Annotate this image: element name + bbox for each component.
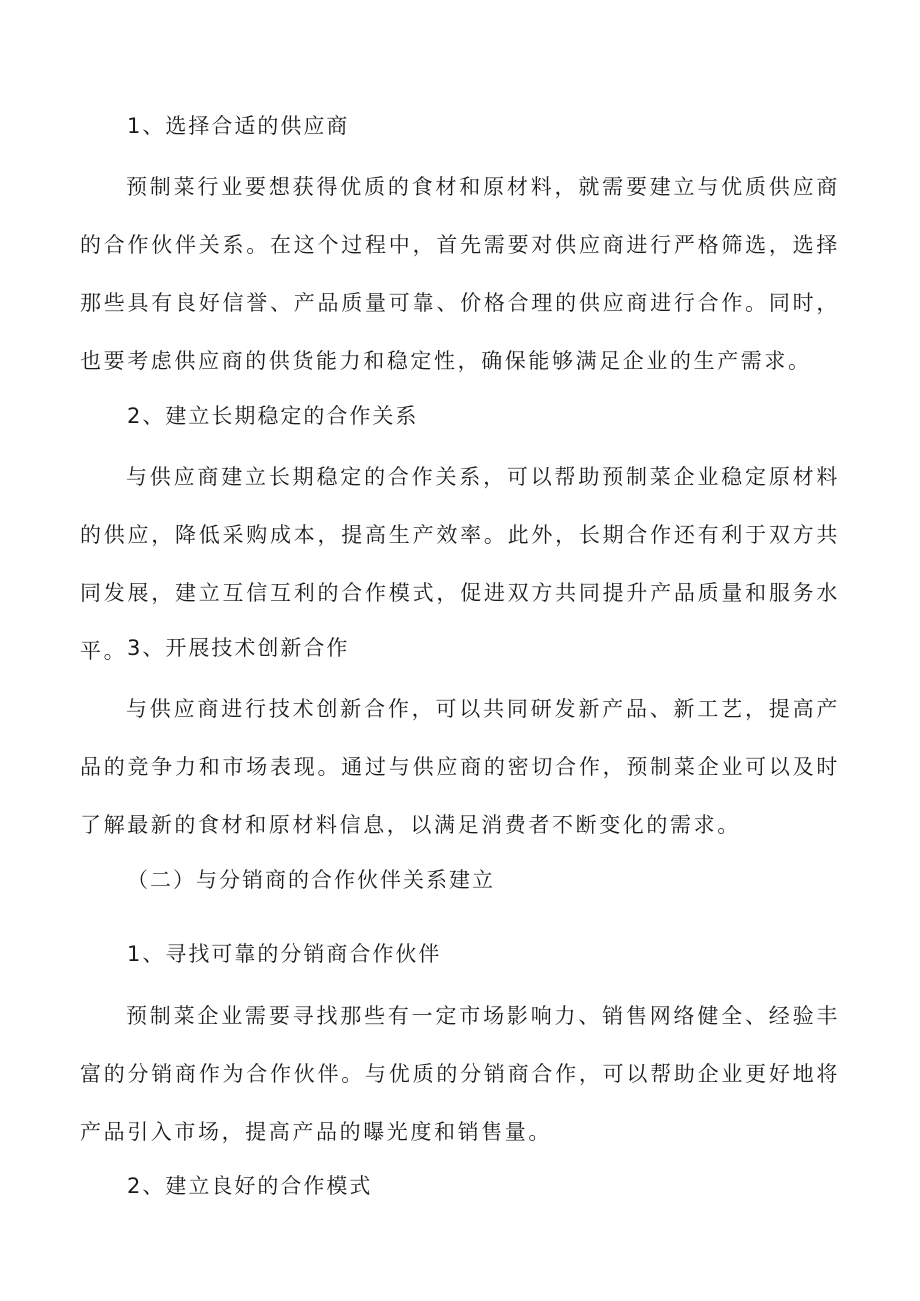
heading-find-distributors: 1、寻找可靠的分销商合作伙伴 <box>127 942 442 966</box>
section-heading-distributors: （二）与分销商的合作伙伴关系建立 <box>127 868 495 892</box>
heading-long-term-cooperation: 2、建立长期稳定的合作关系 <box>127 404 419 428</box>
heading-select-suppliers: 1、选择合适的供应商 <box>127 114 350 138</box>
paragraph-tech-innovation: 与供应商进行技术创新合作，可以共同研发新产品、新工艺，提高产品的竞争力和市场表现。通过与供应商的密切合作，预制菜企业可以及时了解最新的食材和原材料信息，以满足消费者不断变化的需求。 <box>80 697 840 837</box>
paragraph-long-term-cooperation: 与供应商建立长期稳定的合作关系，可以帮助预制菜企业稳定原材料的供应，降低采购成本，提高生产效率。此外，长期合作还有利于双方共同发展，建立互信互利的合作模式，促进双方共同提升产品质量和服务水平。 <box>80 465 840 663</box>
heading-cooperation-model: 2、建立良好的合作模式 <box>127 1174 373 1198</box>
paragraph-find-distributors: 预制菜企业需要寻找那些有一定市场影响力、销售网络健全、经验丰富的分销商作为合作伙伴。与优质的分销商合作，可以帮助企业更好地将产品引入市场，提高产品的曝光度和销售量。 <box>80 1004 840 1144</box>
heading-tech-innovation: 3、开展技术创新合作 <box>127 636 350 660</box>
paragraph-select-suppliers: 预制菜行业要想获得优质的食材和原材料，就需要建立与优质供应商的合作伙伴关系。在这个过程中，首先需要对供应商进行严格筛选，选择那些具有良好信誉、产品质量可靠、价格合理的供应商进行合作。同时，也要考虑供应商的供货能力和稳定性，确保能够满足企业的生产需求。 <box>80 175 840 373</box>
